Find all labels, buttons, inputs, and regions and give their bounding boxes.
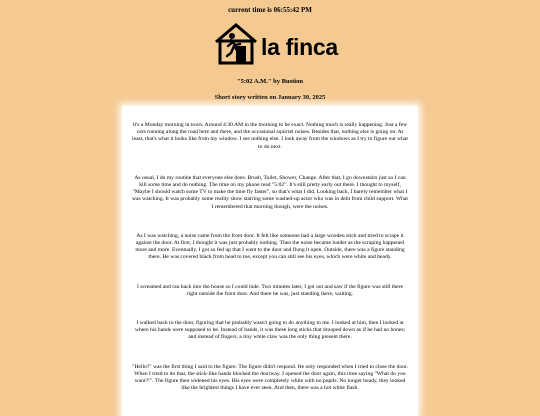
story-paragraph: It's a Monday morning in town. Around 4:30 AM in the morning to be exact. Nothing much is really happening. Just a few cars running along the road here and there, and the occasional squirrel noises. Besides that, nothing else is going on. At least, that's what it looks like from my window. I see nothing else. I look away from the windows as I try to figure out what to do next. bbox=[132, 122, 408, 150]
story-paragraph: As usual, I do my routine that everyone else does. Brush, Toilet, Shower, Change. After that, I go downstairs just so I can kill some time and do nothing. The time on my phone read "5:02". It's still pretty early out there. I thought to myself, "Maybe I should watch some TV to make the time fly faster", so that's what I did. Looking back, I barely remember what I was watching. It was probably some reality show starring some washed-up actor who was in debt from child support. What I remembered that morning though, were the noises. bbox=[132, 174, 408, 210]
site-logo[interactable] bbox=[213, 22, 338, 66]
story-paragraph: "Hello?" was the first thing I said to the figure. The figure didn't respond. He only responded when I tried to close the door. When I tried to do that, the stick-like hands blocked the doorway. I opened the door again, this time saying "What do you want?!". The figure then widened his eyes. His eyes were completely white with no pupils. No longer beady, they looked like the brightest things I have ever seen. And then, there was a hot white flash. bbox=[132, 363, 408, 392]
story-content bbox=[122, 106, 418, 416]
story-paragraph: As I was watching, a noise came from the front door. It felt like someone had a large wooden stick and tried to scrape it against the door. At first, I thought it was just probably nothing. Then the noise became louder as the scraping happened more and more. Eventually, I got so fed up that I went to the door and flung it open. Outside, there was a figure standing there. He was covered black from head to toe, except you can still see his eyes, which were white and beady. bbox=[135, 232, 405, 261]
story-paragraph: I screamed and ran back into the house so I could hide. Two minutes later, I got out and saw if the figure was still there right outside the front door. And there he was, just standing there, waiting. bbox=[137, 283, 403, 297]
brand-name: la finca bbox=[261, 33, 338, 60]
house-running-person-icon bbox=[213, 22, 259, 66]
current-time: current time is 06:55:42 PM bbox=[228, 6, 312, 14]
story-title: "5:02 A.M." by Bustion bbox=[237, 78, 303, 85]
story-date: Short story written on January 30, 2025 bbox=[214, 94, 326, 101]
story-paragraph: I walked back to the door, figuring that he probably wasn't going to do anything to me. I looked at him, then I looked at where his hands were supposed to be. Instead of hands, it was these long sticks that drooped down as if he had no bones; and instead of fingers, a tiny white claw was the only thing present there. bbox=[134, 320, 406, 341]
